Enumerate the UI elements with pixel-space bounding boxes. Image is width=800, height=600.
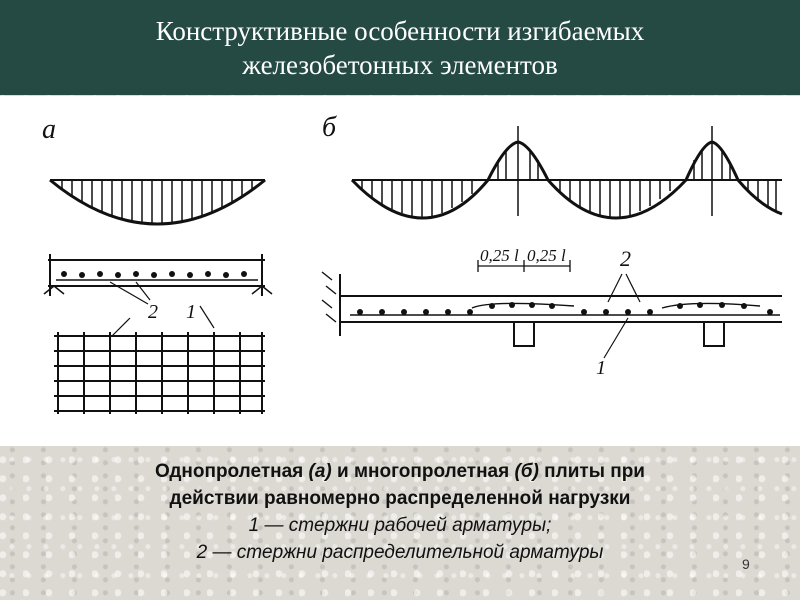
- caption-line-1-part-3: и многопролетная: [331, 461, 515, 482]
- panel-b-moment-diagram: [352, 126, 782, 218]
- panel-b-label-1: 1: [596, 357, 606, 379]
- panel-b-dimension-right: 0,25 l: [527, 246, 566, 265]
- title-bar: [0, 0, 800, 95]
- caption-line-3: 1 — стержни рабочей арматуры;: [248, 515, 552, 536]
- figure-area: [0, 96, 800, 446]
- slide-title-line-1: Конструктивные особенности изгибаемых: [155, 15, 645, 46]
- panel-b-dimension-left: 0,25 l: [480, 246, 519, 265]
- panel-b-slab-section: [322, 272, 782, 358]
- caption-line-1-part-2: (а): [308, 461, 332, 482]
- page-number: 9: [742, 556, 750, 572]
- figure-caption: [60, 458, 740, 566]
- panel-b-label: б: [322, 112, 337, 143]
- caption-line-4: 2 — стержни распределительной арматуры: [196, 542, 604, 563]
- panel-a-slab-section: [44, 254, 272, 336]
- caption-line-1-part-4: (б): [514, 461, 539, 482]
- panel-a-label-2: 2: [148, 301, 158, 323]
- caption-line-1: [60, 458, 740, 485]
- caption-line-1-part-5: плиты при: [538, 461, 645, 482]
- slide-title-line-2: железобетонных элементов: [242, 49, 558, 80]
- panel-b-label-2: 2: [620, 246, 631, 271]
- panel-a-reinforcement-mesh: [54, 332, 265, 414]
- panel-a-label-1: 1: [186, 301, 196, 323]
- panel-a-moment-diagram: [50, 180, 265, 224]
- panel-a-label: а: [42, 114, 56, 145]
- caption-line-2: действии равномерно распределенной нагрузки: [169, 488, 631, 509]
- slab-diagram: [0, 96, 800, 446]
- caption-line-1-part-1: Однопролетная: [155, 461, 309, 482]
